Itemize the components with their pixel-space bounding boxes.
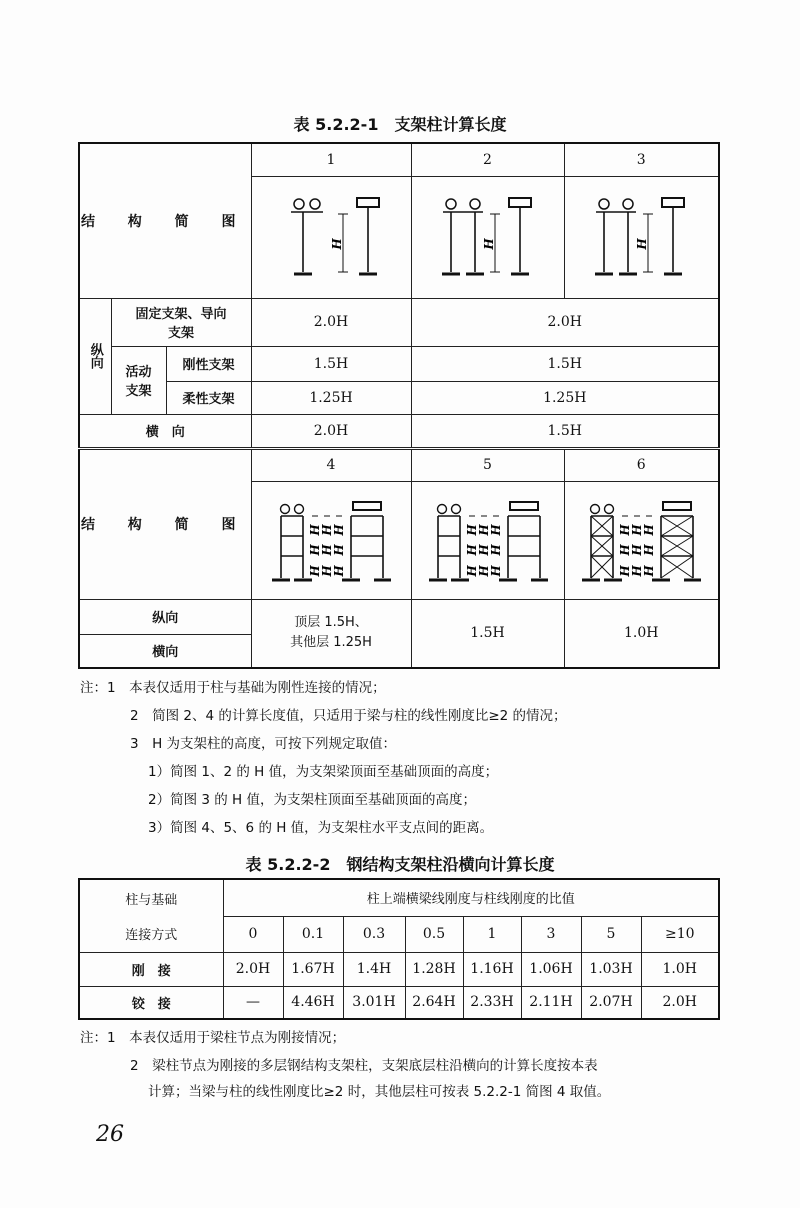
height-label: H xyxy=(618,523,633,536)
pipe-icon xyxy=(295,504,304,513)
table-cell: 2.0H xyxy=(641,986,719,1019)
group-header: 柱上端横梁线刚度与柱线刚度的比值 xyxy=(223,879,719,916)
diagram-label: 结 构 简 图 xyxy=(79,448,251,599)
note: 注：1 本表仅适用于梁柱节点为刚接情况； xyxy=(80,1030,346,1046)
table-cell: 2.0H xyxy=(223,952,283,986)
diagram-2 xyxy=(411,176,564,298)
ratio-header: 1 xyxy=(463,916,521,952)
height-label: H xyxy=(476,543,491,556)
beam-icon xyxy=(357,198,379,207)
pipe-icon xyxy=(437,504,446,513)
table-cell: 1.67H xyxy=(283,952,343,986)
pipe-icon xyxy=(281,504,290,513)
height-label: H xyxy=(618,543,633,556)
col-2: 2 xyxy=(411,143,564,176)
ratio-header: 0.5 xyxy=(405,916,463,952)
pipe-icon xyxy=(446,199,456,209)
value: 其他层 1.25H xyxy=(290,635,372,651)
pipe-icon xyxy=(591,504,600,513)
value: 1.5H xyxy=(251,346,411,381)
ratio-header: ≥10 xyxy=(641,916,719,952)
active-label: 活动支架 xyxy=(111,346,166,414)
height-label: H xyxy=(476,523,491,536)
col-5: 5 xyxy=(411,448,564,481)
table1-caption: 表 5.2.2-1 支架柱计算长度 xyxy=(293,115,507,134)
bottom-heng-label: 横向 xyxy=(79,634,251,668)
notes2 xyxy=(80,1028,611,1102)
height-label: H xyxy=(308,543,323,556)
note: 2）简图 3 的 H 值，为支架柱顶面至基础顶面的高度； xyxy=(148,792,476,808)
note: 2 简图 2、4 的计算长度值，只适用于梁与柱的线性刚度比≥2 的情况； xyxy=(130,708,567,724)
rigid-label: 刚性支架 xyxy=(166,346,251,381)
height-label: H xyxy=(642,523,657,536)
beam-icon xyxy=(353,502,381,510)
pipe-icon xyxy=(294,199,304,209)
note: 3）简图 4、5、6 的 H 值，为支架柱水平支点间的距离。 xyxy=(148,820,494,836)
pipe-icon xyxy=(470,199,480,209)
table-cell: 1.06H xyxy=(521,952,581,986)
height-label: H xyxy=(635,238,650,250)
diagram-5 xyxy=(411,481,564,599)
height-label: H xyxy=(308,564,323,577)
height-label: H xyxy=(618,564,633,577)
pipe-icon xyxy=(599,199,609,209)
value: 2.0H xyxy=(251,414,411,448)
ratio-header: 0.1 xyxy=(283,916,343,952)
diagram-3 xyxy=(564,176,719,298)
note: 2 梁柱节点为刚接的多层钢结构支架柱，支架底层柱沿横向的计算长度按本表 xyxy=(130,1058,598,1074)
height-label: H xyxy=(642,564,657,577)
height-label: H xyxy=(332,543,347,556)
col6-value: 1.0H xyxy=(564,599,719,668)
pipe-icon xyxy=(623,199,633,209)
note: 1）简图 1、2 的 H 值，为支架梁顶面至基础顶面的高度； xyxy=(148,764,499,780)
flex-label: 柔性支架 xyxy=(166,381,251,414)
ratio-header: 0 xyxy=(223,916,283,952)
bottom-zong-label: 纵向 xyxy=(79,599,251,634)
value: 2.0H xyxy=(411,298,719,346)
table-cell: 2.64H xyxy=(405,986,463,1019)
height-label: H xyxy=(488,543,503,556)
height-label: H xyxy=(488,564,503,577)
table2 xyxy=(78,878,720,1020)
beam-icon xyxy=(662,198,684,207)
height-label: H xyxy=(464,564,479,577)
height-label: H xyxy=(332,564,347,577)
ratio-header: 5 xyxy=(581,916,641,952)
note: 3 H 为支架柱的高度，可按下列规定取值： xyxy=(130,736,397,752)
height-label: H xyxy=(320,523,335,536)
value: 1.5H xyxy=(411,414,719,448)
table2-caption: 表 5.2.2-2 钢结构支架柱沿横向计算长度 xyxy=(245,855,555,874)
table-cell: 1.16H xyxy=(463,952,521,986)
height-label: H xyxy=(476,564,491,577)
zong-label: 纵向 xyxy=(79,298,111,414)
pipe-icon xyxy=(310,199,320,209)
table-cell: 3.01H xyxy=(343,986,405,1019)
row-header: 柱与基础 xyxy=(79,879,223,916)
value: 2.0H xyxy=(251,298,411,346)
table-cell: 2.11H xyxy=(521,986,581,1019)
table-cell: 1.03H xyxy=(581,952,641,986)
height-label: H xyxy=(330,238,345,250)
height-label: H xyxy=(464,523,479,536)
height-label: H xyxy=(630,564,645,577)
height-label: H xyxy=(320,543,335,556)
col-6: 6 xyxy=(564,448,719,481)
value: 1.25H xyxy=(411,381,719,414)
heng-label: 横 向 xyxy=(79,414,251,448)
ratio-header: 3 xyxy=(521,916,581,952)
pipe-icon xyxy=(605,504,614,513)
diagram-label: 结 构 简 图 xyxy=(79,143,251,298)
ratio-header: 0.3 xyxy=(343,916,405,952)
table-cell: 1.28H xyxy=(405,952,463,986)
col-4: 4 xyxy=(251,448,411,481)
pipe-icon xyxy=(451,504,460,513)
table-cell: 1.4H xyxy=(343,952,405,986)
value: 顶层 1.5H、 xyxy=(294,615,368,631)
height-label: H xyxy=(488,523,503,536)
note: 计算；当梁与柱的线性刚度比≥2 时，其他层柱可按表 5.2.2-1 简图 4 取值。 xyxy=(148,1084,611,1100)
height-label: H xyxy=(481,238,496,250)
row-label: 刚 接 xyxy=(79,952,223,986)
col4-value xyxy=(251,599,411,668)
col5-value: 1.5H xyxy=(411,599,564,668)
value: 1.25H xyxy=(251,381,411,414)
beam-icon xyxy=(510,502,538,510)
notes1 xyxy=(80,678,567,838)
height-label: H xyxy=(320,564,335,577)
height-label: H xyxy=(308,523,323,536)
height-label: H xyxy=(464,543,479,556)
height-label: H xyxy=(630,523,645,536)
table-cell: — xyxy=(223,986,283,1019)
table-cell: 4.46H xyxy=(283,986,343,1019)
diagram-6 xyxy=(564,481,719,599)
diagram-1 xyxy=(251,176,411,298)
value: 1.5H xyxy=(411,346,719,381)
beam-icon xyxy=(663,502,691,510)
table-cell: 2.33H xyxy=(463,986,521,1019)
table1 xyxy=(78,142,720,669)
col-3: 3 xyxy=(564,143,719,176)
row-header: 连接方式 xyxy=(79,916,223,952)
table-cell: 1.0H xyxy=(641,952,719,986)
note: 注：1 本表仅适用于柱与基础为刚性连接的情况； xyxy=(80,680,386,696)
beam-icon xyxy=(509,198,531,207)
row-label: 铰 接 xyxy=(79,986,223,1019)
table-cell: 2.07H xyxy=(581,986,641,1019)
fixed-label: 固定支架、导向支架 xyxy=(111,298,251,346)
height-label: H xyxy=(630,543,645,556)
height-label: H xyxy=(332,523,347,536)
height-label: H xyxy=(642,543,657,556)
col-1: 1 xyxy=(251,143,411,176)
page-number: 26 xyxy=(96,1122,124,1147)
diagram-4 xyxy=(251,481,411,599)
